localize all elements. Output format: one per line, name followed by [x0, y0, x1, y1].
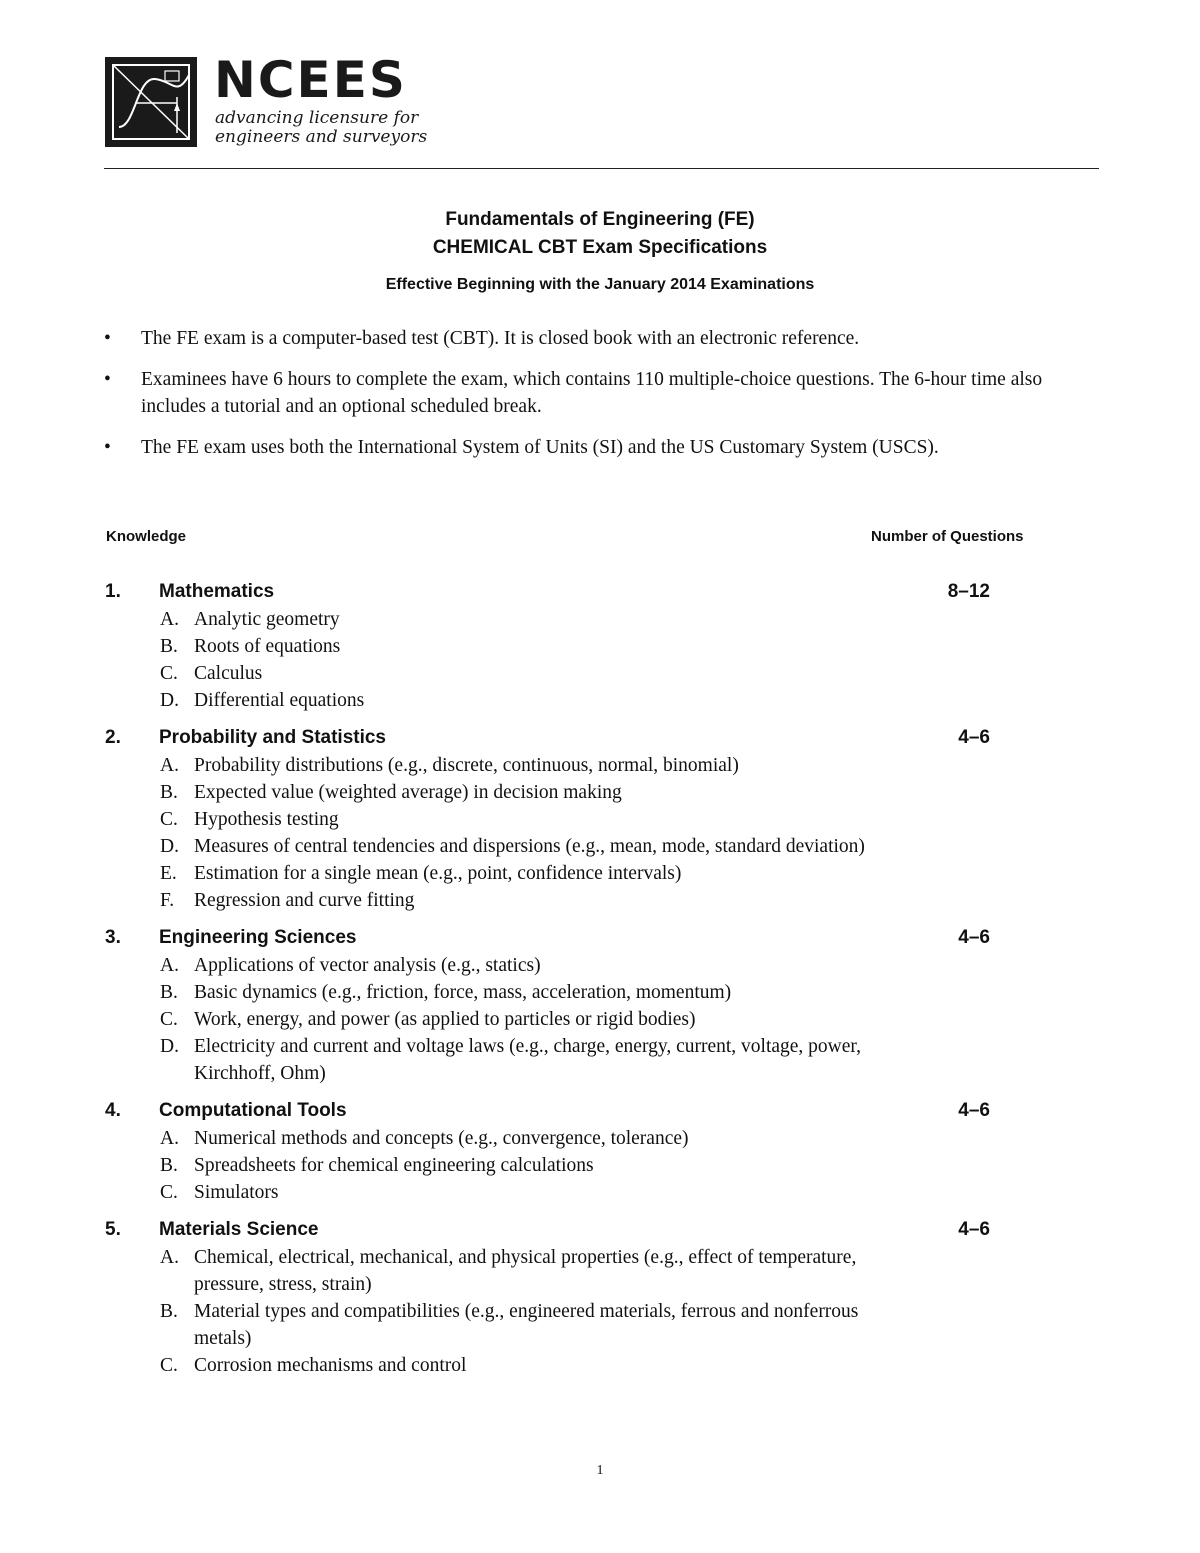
section-heading	[105, 1216, 1005, 1244]
item-text: Work, energy, and power (as applied to particles or rigid bodies)	[194, 1009, 696, 1030]
item-text: Expected value (weighted average) in decision making	[194, 782, 622, 803]
section-heading	[105, 724, 1005, 752]
section-number: 5.	[105, 1219, 121, 1240]
item-text: Applications of vector analysis (e.g., statics)	[194, 955, 541, 976]
document-title: Fundamentals of Engineering (FE)	[445, 209, 755, 230]
list-item	[105, 687, 914, 714]
ncees-logo	[105, 51, 435, 149]
list-item	[104, 325, 1064, 352]
list-item	[105, 1244, 914, 1298]
knowledge-sections	[105, 578, 1005, 1389]
item-text: Measures of central tendencies and dispersions (e.g., mean, mode, standard deviation)	[194, 836, 865, 857]
item-letter: B.	[160, 782, 178, 803]
list-item	[105, 779, 914, 806]
item-text: Regression and curve fitting	[194, 890, 415, 911]
logo-tagline-line-2: engineers and surveyors	[215, 127, 428, 147]
question-count: 8–12	[947, 581, 990, 602]
questions-column-header: Number of Questions	[871, 528, 1024, 545]
section-heading	[105, 578, 1005, 606]
list-item	[105, 1179, 914, 1206]
item-text: Differential equations	[194, 690, 365, 711]
item-text: Analytic geometry	[194, 609, 340, 630]
section-title: Materials Science	[159, 1219, 319, 1240]
section-number: 4.	[105, 1100, 121, 1121]
bullet-icon: •	[104, 328, 111, 349]
section-title: Computational Tools	[159, 1100, 347, 1121]
item-text: Roots of equations	[194, 636, 341, 657]
bullet-text: Examinees have 6 hours to complete the exam, which contains 110 multiple-choice questions. The 6-hour time also includes a tutorial and an optional scheduled break.	[141, 369, 1043, 417]
section-number: 3.	[105, 927, 121, 948]
bullet-icon: •	[104, 369, 111, 390]
section-computational-tools	[105, 1097, 1005, 1206]
bullet-icon: •	[104, 437, 111, 458]
item-text: Spreadsheets for chemical engineering calculations	[194, 1155, 594, 1176]
list-item	[104, 366, 1064, 420]
item-letter: D.	[160, 836, 179, 857]
list-item	[105, 1125, 914, 1152]
list-item	[105, 806, 914, 833]
list-item	[105, 1152, 914, 1179]
item-letter: D.	[160, 690, 179, 711]
question-count: 4–6	[958, 727, 990, 748]
item-text: Numerical methods and concepts (e.g., convergence, tolerance)	[194, 1128, 689, 1149]
logo-mark-icon	[105, 57, 197, 147]
list-item	[105, 1352, 914, 1379]
section-number: 1.	[105, 581, 121, 602]
item-text: Electricity and current and voltage laws (e.g., charge, energy, current, voltage, power, Kirchhoff, Ohm)	[194, 1036, 861, 1084]
section-title: Probability and Statistics	[159, 727, 386, 748]
list-item	[105, 887, 914, 914]
list-item	[105, 660, 914, 687]
item-letter: A.	[160, 755, 179, 776]
bullet-text: The FE exam uses both the International System of Units (SI) and the US Customary System (USCS).	[141, 437, 939, 458]
section-heading	[105, 924, 1005, 952]
list-item	[105, 833, 914, 860]
section-heading	[105, 1097, 1005, 1125]
item-letter: C.	[160, 1355, 178, 1376]
header-divider	[104, 168, 1099, 169]
item-letter: F.	[160, 890, 175, 911]
section-materials-science	[105, 1216, 1005, 1379]
item-text: Estimation for a single mean (e.g., point, confidence intervals)	[194, 863, 682, 884]
item-letter: A.	[160, 955, 179, 976]
list-item	[105, 633, 914, 660]
item-letter: D.	[160, 1036, 179, 1057]
item-text: Calculus	[194, 663, 263, 684]
item-letter: C.	[160, 1009, 178, 1030]
question-count: 4–6	[958, 1219, 990, 1240]
list-item	[104, 434, 1064, 461]
exam-info-list	[104, 325, 1064, 475]
logo-tagline-line-1: advancing licensure for	[215, 108, 419, 128]
item-text: Basic dynamics (e.g., friction, force, mass, acceleration, momentum)	[194, 982, 732, 1003]
item-letter: B.	[160, 1155, 178, 1176]
item-letter: A.	[160, 1128, 179, 1149]
item-letter: B.	[160, 982, 178, 1003]
item-text: Simulators	[194, 1182, 279, 1203]
logo-name: NCEES	[214, 51, 407, 109]
knowledge-column-header: Knowledge	[106, 528, 187, 545]
list-item	[105, 860, 914, 887]
item-letter: C.	[160, 809, 178, 830]
effective-date: Effective Beginning with the January 2014 Examinations	[385, 276, 815, 293]
item-letter: C.	[160, 663, 178, 684]
item-letter: B.	[160, 636, 178, 657]
item-text: Hypothesis testing	[194, 809, 339, 830]
section-title: Engineering Sciences	[159, 927, 357, 948]
item-letter: A.	[160, 609, 179, 630]
section-mathematics	[105, 578, 1005, 714]
section-engineering-sciences	[105, 924, 1005, 1087]
item-text: Material types and compatibilities (e.g., engineered materials, ferrous and nonferrous metals)	[194, 1301, 859, 1349]
list-item	[105, 1006, 914, 1033]
document-subtitle: CHEMICAL CBT Exam Specifications	[432, 237, 768, 258]
item-letter: C.	[160, 1182, 178, 1203]
item-text: Probability distributions (e.g., discrete, continuous, normal, binomial)	[194, 755, 739, 776]
page-number: 1	[596, 1463, 604, 1478]
section-title: Mathematics	[159, 581, 275, 602]
item-letter: B.	[160, 1301, 178, 1322]
item-letter: A.	[160, 1247, 179, 1268]
item-text: Corrosion mechanisms and control	[194, 1355, 467, 1376]
item-letter: E.	[160, 863, 177, 884]
list-item	[105, 979, 914, 1006]
list-item	[105, 952, 914, 979]
list-item	[105, 1298, 914, 1352]
section-number: 2.	[105, 727, 121, 748]
question-count: 4–6	[958, 1100, 990, 1121]
list-item	[105, 1033, 914, 1087]
list-item	[105, 606, 914, 633]
bullet-text: The FE exam is a computer-based test (CBT). It is closed book with an electronic reference.	[141, 328, 860, 349]
logo-tagline	[215, 109, 427, 147]
section-probability-statistics	[105, 724, 1005, 914]
list-item	[105, 752, 914, 779]
item-text: Chemical, electrical, mechanical, and physical properties (e.g., effect of temperature, pressure, stress, strain)	[194, 1247, 857, 1295]
question-count: 4–6	[958, 927, 990, 948]
